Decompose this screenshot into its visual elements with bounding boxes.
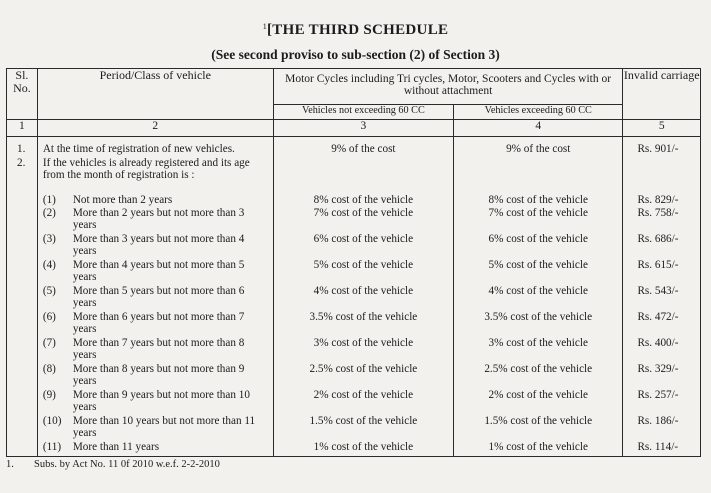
rate-exceeding-60cc-cell: 7% cost of the vehicle: [454, 206, 623, 232]
table-row: [7, 284, 701, 310]
header-period-class: Period/Class of vehicle: [37, 69, 273, 120]
sub-item-number: (7): [42, 337, 56, 349]
title-text: [THE THIRD SCHEDULE: [267, 22, 449, 38]
period-cell: [37, 206, 273, 232]
period-cell: [37, 284, 273, 310]
table-row: [7, 310, 701, 336]
period-cell: [37, 258, 273, 284]
table-row: [7, 388, 701, 414]
column-number: 4: [454, 120, 623, 137]
period-cell: [37, 440, 273, 456]
table-row: [7, 336, 701, 362]
period-cell: [37, 137, 273, 156]
period-text: More than 11 years: [72, 441, 160, 453]
title-footnote-marker: 1: [262, 22, 267, 31]
rate-not-exceeding-60cc-cell: 1% cost of the vehicle: [273, 440, 453, 456]
serial-number-cell: [7, 336, 38, 362]
rate-not-exceeding-60cc-cell: 5% cost of the vehicle: [273, 258, 453, 284]
period-text: More than 9 years but not more than 10 years: [72, 389, 250, 413]
table-row: [7, 258, 701, 284]
period-cell: [37, 232, 273, 258]
period-text: More than 5 years but not more than 6 years: [72, 285, 245, 309]
rate-not-exceeding-60cc-cell: 3.5% cost of the vehicle: [273, 310, 453, 336]
column-number: 5: [623, 120, 701, 137]
period-text: More than 10 years but not more than 11 years: [72, 415, 256, 439]
serial-number-cell: [7, 440, 38, 456]
period-cell: [37, 414, 273, 440]
serial-number-cell: [7, 284, 38, 310]
serial-number-cell: [7, 192, 38, 206]
serial-number-cell: [7, 206, 38, 232]
serial-number-cell: 1.: [7, 137, 38, 156]
period-cell: [37, 310, 273, 336]
invalid-carriage-amount-cell: Rs. 257/-: [623, 388, 701, 414]
period-text: More than 4 years but not more than 5 years: [72, 259, 245, 283]
invalid-carriage-amount-cell: Rs. 400/-: [623, 336, 701, 362]
header-not-exceeding-60cc: Vehicles not exceeding 60 CC: [273, 105, 453, 120]
sub-item-number: (6): [42, 311, 56, 323]
table-row: [7, 155, 701, 192]
rate-exceeding-60cc-cell: 1.5% cost of the vehicle: [454, 414, 623, 440]
rate-not-exceeding-60cc-cell: 2.5% cost of the vehicle: [273, 362, 453, 388]
column-number: 2: [37, 120, 273, 137]
period-text: More than 6 years but not more than 7 years: [72, 311, 245, 335]
serial-number-cell: [7, 362, 38, 388]
table-row: [7, 137, 701, 156]
invalid-carriage-amount-cell: Rs. 615/-: [623, 258, 701, 284]
rate-not-exceeding-60cc-cell: 8% cost of the vehicle: [273, 192, 453, 206]
sub-item-number: (3): [42, 233, 56, 245]
rate-not-exceeding-60cc-cell: 4% cost of the vehicle: [273, 284, 453, 310]
rate-exceeding-60cc-cell: 2.5% cost of the vehicle: [454, 362, 623, 388]
serial-number-cell: [7, 310, 38, 336]
rate-not-exceeding-60cc-cell: 7% cost of the vehicle: [273, 206, 453, 232]
rate-not-exceeding-60cc-cell: 9% of the cost: [273, 137, 453, 156]
rate-exceeding-60cc-cell: 8% cost of the vehicle: [454, 192, 623, 206]
invalid-carriage-amount-cell: Rs. 829/-: [623, 192, 701, 206]
serial-number-cell: [7, 258, 38, 284]
invalid-carriage-amount-cell: Rs. 543/-: [623, 284, 701, 310]
header-sl-no: Sl. No.: [7, 69, 38, 120]
invalid-carriage-amount-cell: Rs. 686/-: [623, 232, 701, 258]
rate-not-exceeding-60cc-cell: [273, 155, 453, 192]
invalid-carriage-amount-cell: Rs. 901/-: [623, 137, 701, 156]
schedule-table: [6, 68, 701, 457]
period-text: More than 2 years but not more than 3 years: [72, 207, 245, 231]
sub-item-number: (8): [42, 363, 56, 375]
period-cell: [37, 388, 273, 414]
period-cell: [37, 192, 273, 206]
rate-exceeding-60cc-cell: 1% cost of the vehicle: [454, 440, 623, 456]
period-text: Not more than 2 years: [72, 194, 173, 206]
rate-exceeding-60cc-cell: [454, 155, 623, 192]
header-motor-cycles: Motor Cycles including Tri cycles, Motor, Scooters and Cycles with or without attachment: [273, 69, 623, 105]
serial-number-cell: [7, 232, 38, 258]
sub-item-number: (2): [42, 207, 56, 219]
header-exceeding-60cc: Vehicles exceeding 60 CC: [454, 105, 623, 120]
table-row: [7, 192, 701, 206]
rate-not-exceeding-60cc-cell: 1.5% cost of the vehicle: [273, 414, 453, 440]
table-row: [7, 440, 701, 456]
period-text: More than 3 years but not more than 4 years: [72, 233, 245, 257]
rate-exceeding-60cc-cell: 4% cost of the vehicle: [454, 284, 623, 310]
period-text: At the time of registration of new vehicles.: [42, 143, 235, 155]
sub-item-number: (9): [42, 389, 56, 401]
sub-item-number: (10): [42, 415, 62, 427]
rate-exceeding-60cc-cell: 9% of the cost: [454, 137, 623, 156]
rate-not-exceeding-60cc-cell: 6% cost of the vehicle: [273, 232, 453, 258]
serial-number-cell: [7, 388, 38, 414]
rate-exceeding-60cc-cell: 5% cost of the vehicle: [454, 258, 623, 284]
rate-exceeding-60cc-cell: 6% cost of the vehicle: [454, 232, 623, 258]
footnote-number: 1.: [6, 459, 14, 470]
header-invalid-carriage: Invalid carriage: [623, 69, 701, 120]
table-row: [7, 206, 701, 232]
period-text: More than 8 years but not more than 9 years: [72, 363, 245, 387]
table-row: [7, 414, 701, 440]
rate-exceeding-60cc-cell: 3.5% cost of the vehicle: [454, 310, 623, 336]
rate-not-exceeding-60cc-cell: 3% cost of the vehicle: [273, 336, 453, 362]
column-number: 3: [273, 120, 453, 137]
rate-exceeding-60cc-cell: 2% cost of the vehicle: [454, 388, 623, 414]
invalid-carriage-amount-cell: Rs. 186/-: [623, 414, 701, 440]
serial-number-cell: [7, 414, 38, 440]
rate-not-exceeding-60cc-cell: 2% cost of the vehicle: [273, 388, 453, 414]
invalid-carriage-amount-cell: [623, 155, 701, 192]
sub-item-number: (4): [42, 259, 56, 271]
invalid-carriage-amount-cell: Rs. 758/-: [623, 206, 701, 232]
sub-item-number: (5): [42, 285, 56, 297]
period-cell: [37, 362, 273, 388]
rate-exceeding-60cc-cell: 3% cost of the vehicle: [454, 336, 623, 362]
invalid-carriage-amount-cell: Rs. 472/-: [623, 310, 701, 336]
sub-item-number: (1): [42, 194, 56, 206]
table-row: [7, 362, 701, 388]
serial-number-cell: 2.: [7, 155, 38, 192]
table-row: [7, 232, 701, 258]
period-cell: [37, 155, 273, 192]
period-text: More than 7 years but not more than 8 years: [72, 337, 245, 361]
invalid-carriage-amount-cell: Rs. 114/-: [623, 440, 701, 456]
schedule-subtitle: (See second proviso to sub-section (2) of Section 3): [211, 47, 500, 62]
column-number: 1: [7, 120, 38, 137]
schedule-body: [7, 137, 701, 457]
sub-item-number: (11): [42, 441, 62, 453]
period-cell: [37, 336, 273, 362]
footnote-text: Subs. by Act No. 11 0f 2010 w.e.f. 2-2-2010: [34, 459, 220, 470]
invalid-carriage-amount-cell: Rs. 329/-: [623, 362, 701, 388]
schedule-title: [0, 22, 711, 39]
footnote: [6, 459, 220, 470]
period-text: If the vehicles is already registered and its age from the month of registration is :: [42, 157, 250, 181]
